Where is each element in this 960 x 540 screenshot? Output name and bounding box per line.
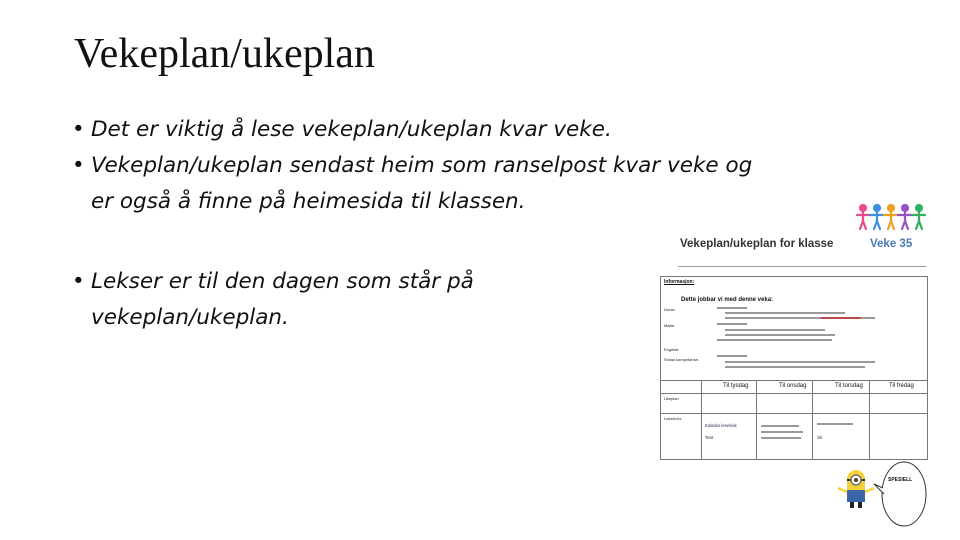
info-heading: Dette jobbar vi med denne veka: — [681, 297, 774, 303]
bullet-text: Vekeplan/ukeplan sendast heim som ranselpost kvar veke og er også å finne på heimesida til klassen. — [91, 153, 753, 214]
bullet-dot: • — [72, 269, 85, 294]
row-label-engelsk: Engelsk: — [664, 347, 680, 352]
row-label-norsk: Norsk: — [664, 307, 676, 312]
minion-icon — [836, 466, 876, 510]
days-table — [660, 380, 928, 460]
speech-bubble-icon — [872, 460, 928, 528]
info-section — [660, 276, 928, 381]
weekly-plan-thumbnail — [656, 200, 930, 462]
bullet-text: Det er viktig å lese vekeplan/ukeplan kvar veke. — [91, 117, 612, 142]
cell-text: Sk — [817, 435, 823, 440]
day-header: Til fredag — [889, 383, 914, 389]
day-header: Til torsdag — [835, 383, 863, 389]
doc-divider — [678, 266, 926, 267]
bullet-text: Lekser er til den dagen som står på vekeplan/ukeplan. — [91, 269, 474, 330]
row-label-sosial: Sosial kompetanse: — [664, 357, 699, 362]
children-holding-hands-icon — [856, 203, 926, 231]
cell-text: Kaleido lesebok — [705, 423, 737, 428]
section-label: Lekser/Ar. — [664, 416, 683, 421]
day-header: Til onsdag — [779, 383, 807, 389]
info-label: Informasjon: — [664, 279, 695, 285]
doc-title: Vekeplan/ukeplan for klasse — [680, 238, 834, 250]
bullet-item — [72, 264, 531, 336]
bullet-dot: • — [72, 153, 85, 178]
bullet-item — [72, 112, 772, 148]
bullet-dot: • — [72, 117, 85, 142]
bubble-text: SPESIELL — [888, 477, 913, 483]
slide-title: Vekeplan/ukeplan — [74, 31, 375, 77]
day-header: Til tysdag — [723, 383, 749, 389]
doc-week-label: Veke 35 — [870, 238, 913, 250]
section-label: Ukeplan — [664, 396, 679, 401]
row-label-matte: Matte: — [664, 323, 676, 328]
cell-text: Test — [705, 435, 714, 440]
